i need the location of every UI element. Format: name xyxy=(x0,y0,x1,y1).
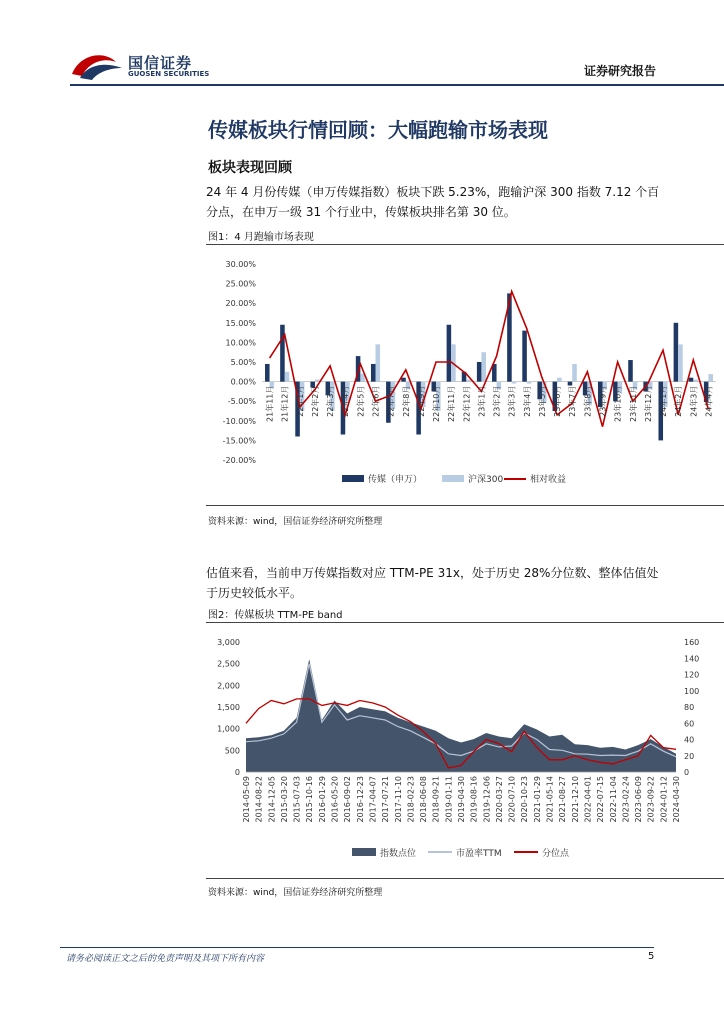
figure1-bottom-rule xyxy=(206,505,724,506)
x-tick-label: 24年4月 xyxy=(704,385,714,417)
bar-hs300 xyxy=(512,382,517,384)
x-tick-label: 2017-11-10 xyxy=(393,776,403,823)
y-tick-label: 20.00% xyxy=(225,299,256,309)
bar-media xyxy=(401,378,406,382)
line-relative-return xyxy=(270,291,709,426)
bar-media xyxy=(280,325,285,382)
x-tick-label: 2015-10-16 xyxy=(305,776,315,823)
page-number: 5 xyxy=(648,951,655,962)
y-right-tick-label: 100 xyxy=(684,686,700,696)
x-tick-label: 22年5月 xyxy=(356,385,366,417)
x-tick-label: 21年12月 xyxy=(280,385,290,422)
x-tick-label: 2024-01-12 xyxy=(659,776,669,823)
header-divider xyxy=(70,84,724,86)
legend-label: 市盈率TTM xyxy=(456,849,502,859)
x-tick-label: 23年6月 xyxy=(553,385,563,417)
x-tick-label: 23年10月 xyxy=(613,385,623,422)
logo-text-en: GUOSEN SECURITIES xyxy=(128,70,210,78)
x-tick-label: 2016-01-29 xyxy=(317,776,327,823)
legend-swatch xyxy=(352,848,376,856)
x-tick-label: 23年2月 xyxy=(492,385,502,417)
x-tick-label: 2022-11-04 xyxy=(608,776,618,823)
x-tick-label: 2022-07-15 xyxy=(596,776,606,823)
x-tick-label: 22年11月 xyxy=(447,385,457,422)
legend-label: 分位点 xyxy=(542,849,570,859)
paragraph-valuation: 估值来看，当前申万传媒指数对应 TTM-PE 31x，处于历史 28%分位数、整体估值处于历史较低水平。 xyxy=(206,566,659,600)
x-tick-label: 22年6月 xyxy=(371,385,381,417)
x-tick-label: 24年3月 xyxy=(689,385,699,417)
pe-band-chart xyxy=(206,628,724,876)
x-tick-label: 24年2月 xyxy=(674,385,684,417)
y-tick-label: -20.00% xyxy=(222,456,256,465)
figure2-source: 资料来源：wind，国信证券经济研究所整理 xyxy=(208,888,383,898)
x-tick-label: 22年10月 xyxy=(432,385,442,422)
x-tick-label: 24年1月 xyxy=(659,385,669,417)
x-tick-label: 2023-02-24 xyxy=(621,776,631,823)
y-left-tick-label: 2,000 xyxy=(217,681,240,691)
x-tick-label: 2016-09-02 xyxy=(343,776,353,823)
x-tick-label: 2014-12-05 xyxy=(267,776,277,823)
x-tick-label: 2016-05-20 xyxy=(330,776,340,823)
y-left-tick-label: 1,500 xyxy=(217,703,240,712)
x-tick-label: 22年4月 xyxy=(341,385,351,417)
x-tick-label: 23年7月 xyxy=(568,385,578,417)
y-left-tick-label: 500 xyxy=(224,746,240,756)
x-tick-label: 23年4月 xyxy=(522,385,532,417)
y-tick-label: 10.00% xyxy=(225,338,256,348)
bar-media xyxy=(522,331,527,382)
x-tick-label: 22年9月 xyxy=(416,385,426,417)
y-right-tick-label: 60 xyxy=(684,719,695,729)
footer-divider xyxy=(60,947,654,948)
bar-media xyxy=(447,325,452,382)
bar-media xyxy=(371,364,376,382)
bar-hs300 xyxy=(466,380,471,382)
y-right-tick-label: 20 xyxy=(684,751,695,761)
y-right-tick-label: 160 xyxy=(684,638,700,647)
x-tick-label: 2021-05-14 xyxy=(545,776,555,823)
x-tick-label: 2014-08-22 xyxy=(254,776,264,823)
y-left-tick-label: 3,000 xyxy=(217,638,240,647)
y-tick-label: 5.00% xyxy=(230,358,256,367)
x-tick-label: 2018-06-08 xyxy=(419,776,429,823)
figure2-bottom-rule xyxy=(206,878,724,879)
bar-hs300 xyxy=(572,364,577,382)
bar-hs300 xyxy=(557,378,562,382)
bar-media xyxy=(477,362,482,382)
x-tick-label: 22年2月 xyxy=(310,385,320,417)
legend-label: 相对收益 xyxy=(530,475,567,485)
y-tick-label: 0.00% xyxy=(230,377,256,387)
x-tick-label: 2019-12-06 xyxy=(482,776,492,823)
y-tick-label: 15.00% xyxy=(225,318,256,328)
y-left-tick-label: 2,500 xyxy=(217,659,240,669)
x-tick-label: 23年1月 xyxy=(477,385,487,417)
x-tick-label: 2019-08-16 xyxy=(469,776,479,823)
figure1-source: 资料来源：wind，国信证券经济研究所整理 xyxy=(208,517,383,527)
x-tick-label: 22年3月 xyxy=(326,385,336,417)
paragraph-performance: 24 年 4 月份传媒（申万传媒指数）板块下跌 5.23%，跑输沪深 300 指数 7.12 个百分点，在申万一级 31 个行业中，传媒板块排名第 30 位。 xyxy=(206,185,660,219)
legend-swatch xyxy=(442,475,464,482)
x-tick-label: 2017-07-21 xyxy=(381,776,391,823)
bar-hs300 xyxy=(527,382,532,384)
y-left-tick-label: 0 xyxy=(234,768,240,777)
x-tick-label: 2020-10-23 xyxy=(520,776,530,823)
x-tick-label: 2021-01-29 xyxy=(532,776,542,823)
bar-media xyxy=(265,364,270,382)
x-tick-label: 2023-09-22 xyxy=(646,776,656,823)
bar-media xyxy=(628,360,633,382)
x-tick-label: 2022-04-01 xyxy=(583,776,593,823)
x-tick-label: 22年7月 xyxy=(386,385,396,417)
x-tick-label: 2020-03-27 xyxy=(494,776,504,823)
x-tick-label: 23年12月 xyxy=(643,385,653,422)
x-tick-label: 23年3月 xyxy=(507,385,517,417)
legend-label: 指数点位 xyxy=(380,849,417,859)
report-type-label: 证券研究报告 xyxy=(583,64,656,78)
x-tick-label: 22年8月 xyxy=(401,385,411,417)
bar-media xyxy=(568,382,573,386)
section-title: 板块表现回顾 xyxy=(208,160,292,176)
bar-hs300 xyxy=(708,374,713,381)
x-tick-label: 2021-08-27 xyxy=(558,776,568,823)
figure1-caption: 图1：4 月跑输市场表现 xyxy=(208,232,314,243)
y-tick-label: -10.00% xyxy=(222,416,256,426)
bar-hs300 xyxy=(693,380,698,382)
x-tick-label: 2020-07-10 xyxy=(507,776,517,823)
bar-hs300 xyxy=(376,344,381,381)
figure2-caption: 图2：传媒板块 TTM-PE band xyxy=(208,610,343,621)
footer-disclaimer: 请务必阅读正文之后的免责声明及其项下所有内容 xyxy=(66,954,265,964)
x-tick-label: 2019-04-30 xyxy=(457,776,466,823)
x-tick-label: 22年12月 xyxy=(462,385,472,422)
x-tick-label: 2016-12-23 xyxy=(355,776,365,823)
bar-hs300 xyxy=(481,352,486,381)
y-tick-label: -15.00% xyxy=(222,436,256,446)
bar-media xyxy=(689,378,694,382)
y-right-tick-label: 80 xyxy=(684,703,695,712)
x-tick-label: 2024-04-30 xyxy=(672,776,681,823)
x-tick-label: 2018-09-21 xyxy=(431,776,441,823)
x-tick-label: 2017-04-07 xyxy=(368,776,378,823)
legend-swatch xyxy=(342,475,364,482)
y-tick-label: 25.00% xyxy=(225,279,256,289)
x-tick-label: 23年5月 xyxy=(537,385,547,417)
y-right-tick-label: 120 xyxy=(684,670,700,680)
legend-label: 沪深300 xyxy=(468,475,504,485)
x-tick-label: 2023-06-09 xyxy=(634,776,644,823)
y-tick-label: -5.00% xyxy=(227,397,256,407)
x-tick-label: 23年9月 xyxy=(598,385,608,417)
y-tick-label: 30.00% xyxy=(225,260,256,269)
bar-media xyxy=(674,323,679,382)
logo-text-cn: 国信证券 xyxy=(128,54,193,72)
figure2-top-rule xyxy=(206,622,724,623)
monthly-return-chart xyxy=(206,246,724,502)
y-left-tick-label: 1,000 xyxy=(217,724,240,734)
x-tick-label: 22年1月 xyxy=(295,385,305,417)
x-tick-label: 2014-05-09 xyxy=(242,776,251,823)
x-tick-label: 2021-12-10 xyxy=(570,776,580,823)
bar-hs300 xyxy=(285,372,290,382)
page-title: 传媒板块行情回顾：大幅跑输市场表现 xyxy=(208,118,548,142)
y-right-tick-label: 140 xyxy=(684,654,700,664)
y-right-tick-label: 40 xyxy=(684,735,695,745)
bar-hs300 xyxy=(678,344,683,381)
x-tick-label: 23年11月 xyxy=(628,385,638,422)
x-tick-label: 2015-03-20 xyxy=(279,776,289,823)
bar-hs300 xyxy=(315,380,320,382)
legend-label: 传媒（申万） xyxy=(368,475,423,485)
x-tick-label: 21年11月 xyxy=(265,385,275,422)
y-right-tick-label: 0 xyxy=(684,768,690,777)
figure1-top-rule xyxy=(206,244,724,245)
guosen-logo-icon xyxy=(70,50,124,82)
x-tick-label: 2018-02-23 xyxy=(406,776,416,823)
x-tick-label: 23年8月 xyxy=(583,385,593,417)
x-tick-label: 2019-01-11 xyxy=(444,776,454,823)
x-tick-label: 2015-07-03 xyxy=(292,776,302,823)
